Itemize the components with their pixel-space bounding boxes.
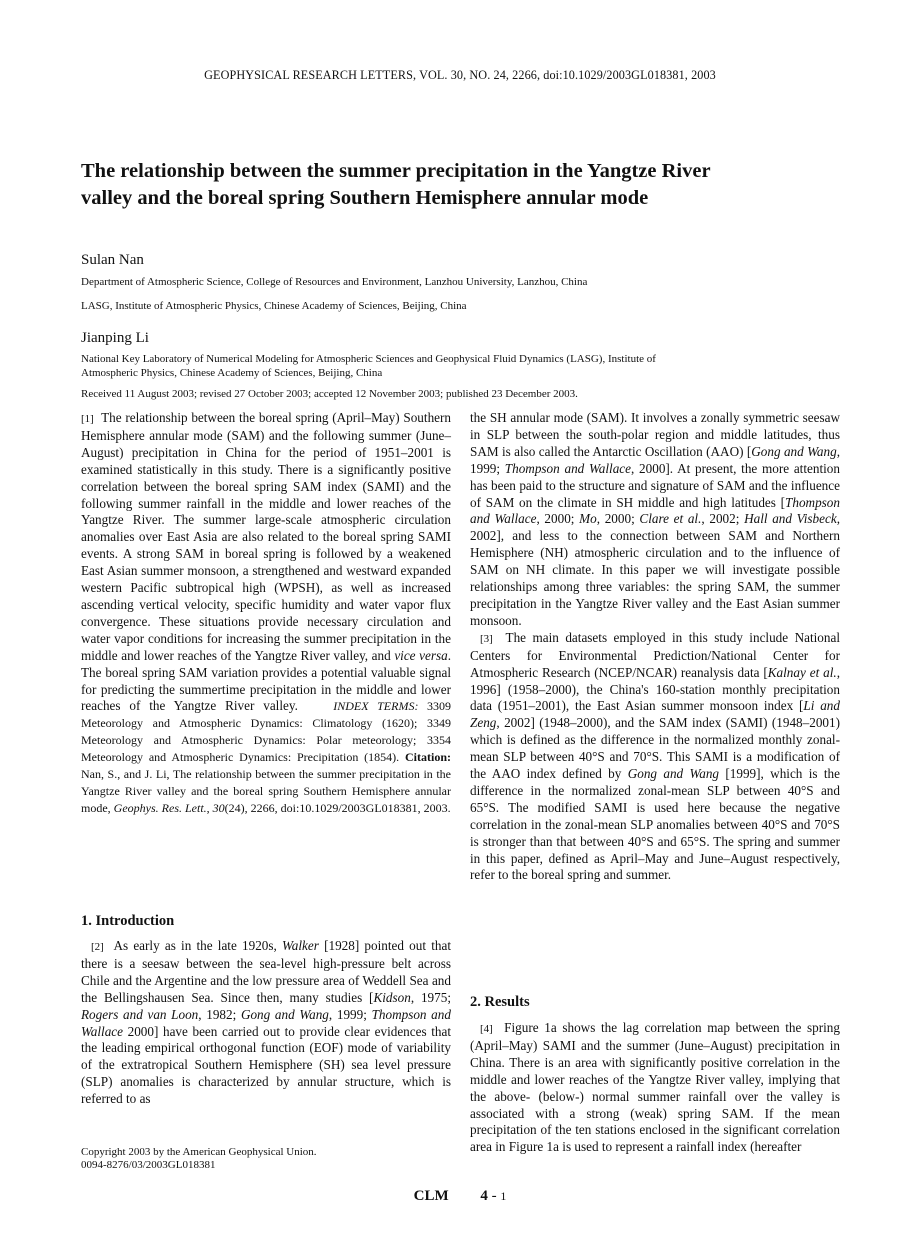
author-affiliation: National Key Laboratory of Numerical Modeling for Atmospheric Sciences and Geophysical Fluid Dynamics (LASG), Institute of Atmospheric Physics, Chinese Academy of Sciences, Beijing, China	[81, 353, 656, 379]
index-terms: 3309 Meteorology and Atmospheric Dynamics: Climatology (1620); 3349 Meteorology and Atmospheric Dynamics: Polar meteorology; 3354 Meteorology and Atmospheric Dynamics: Precipitation (1854).	[81, 699, 452, 765]
paragraph-number: [1]	[81, 413, 94, 425]
paragraph-number: [4]	[480, 1023, 493, 1035]
left-column	[81, 410, 451, 817]
citation-end: (24), 2266, doi:10.1029/2003GL018381, 2003.	[224, 800, 451, 815]
author-affiliation: Department of Atmospheric Science, College of Resources and Environment, Lanzhou University, Lanzhou, China	[81, 276, 588, 288]
page-number-major: 4	[480, 1188, 488, 1204]
paragraph: [4] Figure 1a shows the lag correlation map between the spring (April–May) SAMI and the summer (June–August) precipitation in China. There is an area with significantly positive correlation in the middle and lower reaches of the Yangtze River valley, implying that the above- (below-) normal summer rainfall over the valley is associated with a strong (weak) spring SAM. If the mean precipitation of the ten stations enclosed in the significant correlation area in Figure 1a is used to represent a rainfall index (hereafter	[470, 1020, 840, 1155]
article-dates: Received 11 August 2003; revised 27 October 2003; accepted 12 November 2003; published 23 December 2003.	[81, 388, 578, 400]
page-separator: -	[487, 1188, 501, 1204]
copyright-notice: Copyright 2003 by the American Geophysical Union. 0094-8276/03/2003GL018381	[81, 1146, 317, 1171]
author-name: Sulan Nan	[81, 252, 144, 268]
citation-volume: 30	[212, 800, 225, 815]
section-heading-introduction: 1. Introduction	[81, 913, 175, 929]
citation-journal: Geophys. Res. Lett.	[113, 800, 207, 815]
running-head: GEOPHYSICAL RESEARCH LETTERS, VOL. 30, NO. 24, 2266, doi:10.1029/2003GL018381, 2003	[204, 68, 716, 82]
author-name: Jianping Li	[81, 330, 149, 346]
right-column	[470, 410, 840, 884]
paragraph-continued: the SH annular mode (SAM). It involves a zonally symmetric seesaw in SLP between the south-polar region and middle latitudes, thus SAM is also called the Antarctic Oscillation (AAO) [Gong and Wang, 1999; Thompson and Wallace, 2000]. At present, the more attention has been paid to the structure and signature of SAM and the influence of SAM on the climate in SH middle and high latitudes [Thompson and Wallace, 2000; Mo, 2000; Clare et al., 2002; Hall and Visbeck, 2002], and less to the connection between SAM and Northern Hemisphere (NH) atmospheric circulation and to the influence of SAM on NH climate. In this paper we will investigate possible relationships among three variables: the spring SAM, the summer precipitation in the Yangtze River valley and the East Asian summer monsoon.	[470, 410, 840, 628]
section-code: CLM	[413, 1188, 449, 1204]
abstract: [1] The relationship between the boreal spring (April–May) Southern Hemisphere annular mode (SAM) and the following summer (June–August) precipitation in China for the period of 1951–2001 is examined statistically in this study. There is a significantly positive correlation between the boreal spring SAM index (SAMI) and the following summer rainfall in the middle and lower reaches of the Yangtze River. The summer large-scale atmospheric circulation anomalies over East Asia are also related to the boreal spring SAMI events. A strong SAM in boreal spring is followed by a weakened East Asian summer monsoon, a strengthened and westward expanded western Pacific subtropical high (WPSH), as well as increased ascending vertical velocity, specific humidity and water vapor flux convergence. These situations provide necessary circulation and water vapor conditions for increasing the summer precipitation in the middle and lower reaches of the Yangtze River valley, and vice versa. The boreal spring SAM variation provides a potential valuable signal for predicting the summertime precipitation in the middle and lower reaches of the Yangtze River valley. INDEX TERMS: 3309 Meteorology and Atmospheric Dynamics: Climatology (1620); 3349 Meteorology and Atmospheric Dynamics: Polar meteorology; 3354 Meteorology and Atmospheric Dynamics: Precipitation (1854). Citation: Nan, S., and J. Li, The relationship between the summer precipitation in the Yangtze River valley and the boreal spring Southern Hemisphere annular mode, Geophys. Res. Lett., 30(24), 2266, doi:10.1029/2003GL018381, 2003.	[81, 410, 452, 815]
citation-text: Nan, S., and J. Li, The relationship between the summer precipitation in the Yangtze River valley and the boreal spring Southern Hemisphere annular mode,	[81, 767, 451, 815]
section-heading-results: 2. Results	[470, 994, 530, 1010]
abstract-text-end: . The boreal spring SAM variation provides a potential valuable signal for predicting the summertime precipitation in the middle and lower reaches of the Yangtze River valley.	[81, 647, 451, 714]
article-title: The relationship between the summer precipitation in the Yangtze River valley and the boreal spring Southern Hemisphere annular mode	[81, 160, 711, 209]
paragraph: [2] As early as in the late 1920s, Walker [1928] pointed out that there is a seesaw between the sea-level high-pressure belt across Chile and the Argentine and the low pressure area of Weddell Sea and the Bellingshausen Sea. Since then, many studies [Kidson, 1975; Rogers and van Loon, 1982; Gong and Wang, 1999; Thompson and Wallace 2000] have been carried out to provide clear evidences that the leading empirical orthogonal function (EOF) mode of variability of the extratropical Southern Hemisphere (SH) sea level pressure (SLP) anomalies is characterized by annular structure, which is referred to as	[81, 938, 451, 1107]
author-affiliation: LASG, Institute of Atmospheric Physics, Chinese Academy of Sciences, Beijing, China	[81, 300, 467, 312]
abstract-italic: vice versa	[394, 647, 448, 663]
abstract-text: The relationship between the boreal spring (April–May) Southern Hemisphere annular mode (SAM) and the following summer (June–August) precipitation in China for the period of 1951–2001 is examined statistically in this study. There is a significantly positive correlation between the boreal spring SAM index (SAMI) and the following summer rainfall in the middle and lower reaches of the Yangtze River. The summer large-scale atmospheric circulation anomalies over East Asia are also related to the boreal spring SAMI events. A strong SAM in boreal spring is followed by a weakened East Asian summer monsoon, a strengthened and westward expanded western Pacific subtropical high (WPSH), as well as increased ascending vertical velocity, specific humidity and water vapor flux convergence. These situations provide necessary circulation and water vapor conditions for increasing the summer precipitation in the middle and lower reaches of the Yangtze River valley, and	[81, 410, 451, 663]
results-paragraph-4	[470, 1020, 840, 1156]
paragraph-number: [3]	[480, 632, 493, 645]
citation-label: Citation:	[405, 750, 451, 765]
paragraph-number: [2]	[91, 941, 104, 953]
paragraph: [3] The main datasets employed in this study include National Centers for Environmental Prediction/National Center for Atmospheric Research (NCEP/NCAR) reanalysis data [Kalnay et al., 1996] (1958–2000), the China's 160-station monthly precipitation data (1951–2001), the East Asian summer monsoon index [Li and Zeng, 2002] (1948–2000), and the SAM index (SAMI) (1948–2001) which is defined as the difference in the normalized monthly zonal-mean SLP between 40°S and 70°S. This SAMI is a modification of the AAO index defined by Gong and Wang [1999], which is the difference in the normalized zonal-mean SLP between 40°S and 65°S. The modified SAMI is used here because the negative correlation in the zonal-mean SLP anomalies between 40°S and 70°S is stronger than that between 40°S and 65°S. The spring and summer in this paper, defined as April–May and June–August respectively, refer to the boreal spring and summer.	[470, 629, 841, 883]
index-terms-label: INDEX TERMS:	[333, 699, 419, 714]
page-number-minor: 1	[500, 1189, 507, 1203]
intro-paragraph-2	[81, 938, 451, 1108]
page-footer	[0, 1188, 920, 1205]
